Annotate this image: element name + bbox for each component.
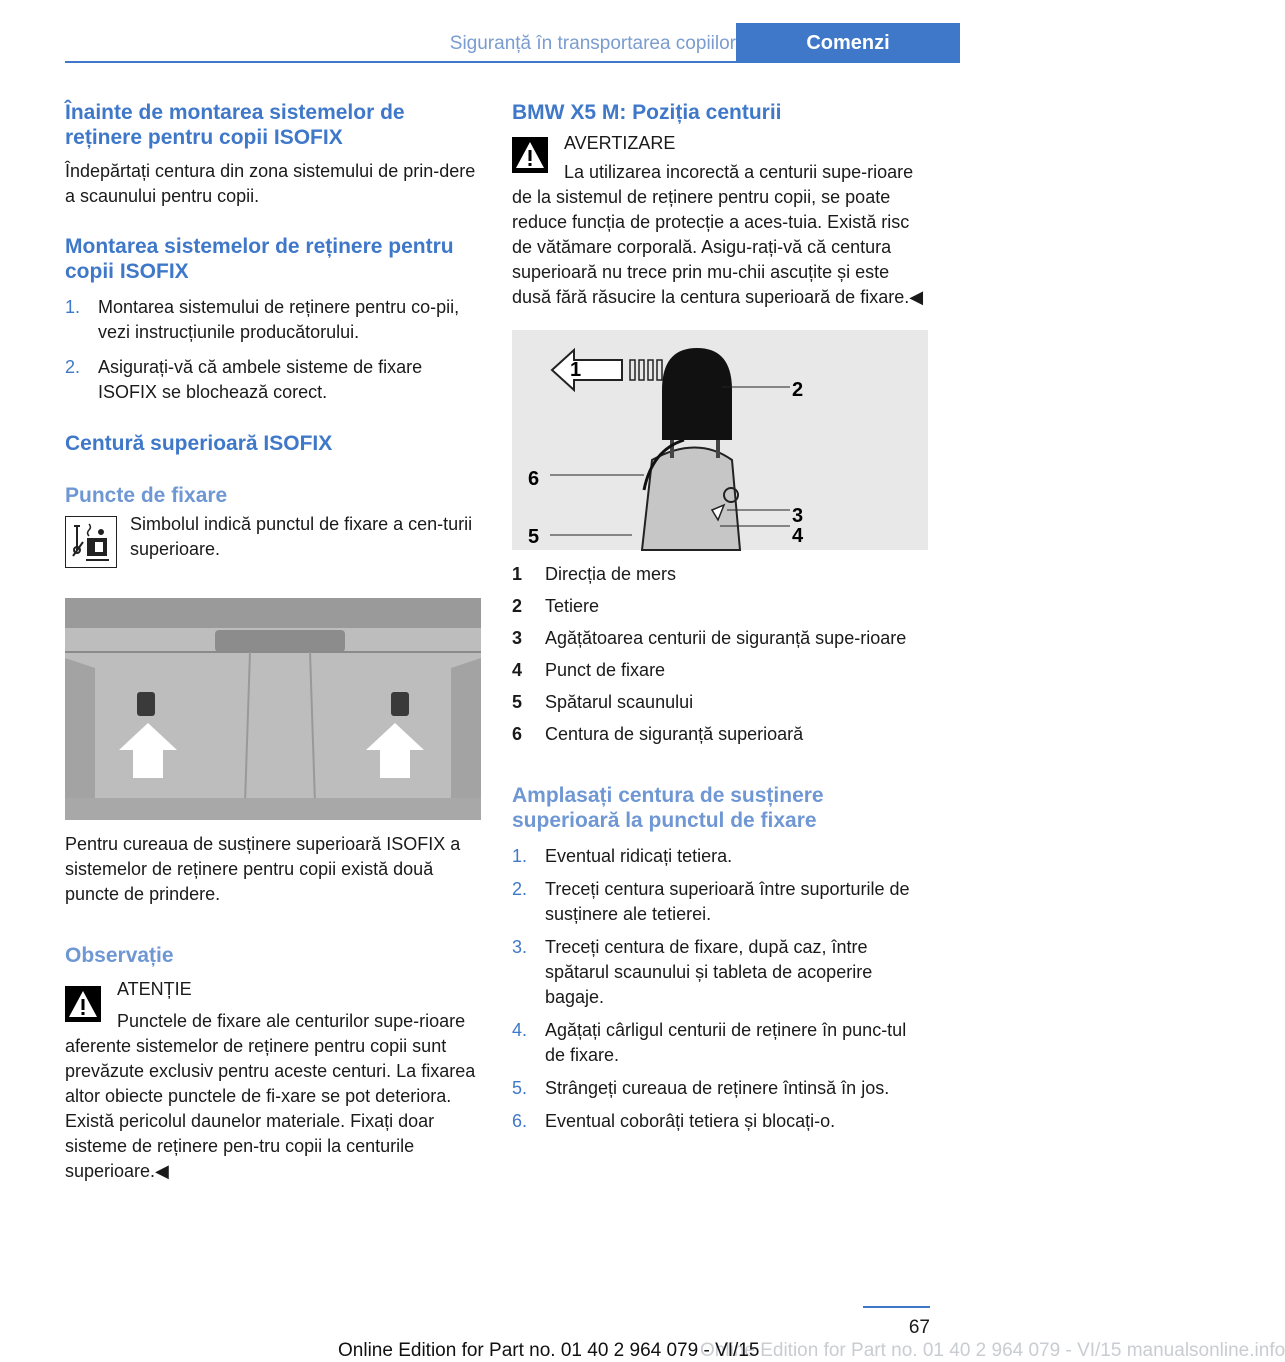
figure-label: 3 bbox=[792, 505, 804, 527]
step-number: 1. bbox=[65, 297, 81, 317]
legend-text: Centura de siguranță superioară bbox=[545, 724, 804, 744]
list-item bbox=[512, 1018, 930, 1068]
legend-text: Direcția de mers bbox=[545, 564, 677, 584]
list-item bbox=[512, 1109, 930, 1134]
step-text: Treceți centura superioară între suporturile de susținere ale tetierei. bbox=[545, 879, 910, 924]
step-number: 3. bbox=[512, 937, 528, 957]
step-text: Agățați cârligul centurii de reținere în punc‐tul de fixare. bbox=[545, 1020, 907, 1065]
page-number: 67 bbox=[908, 1317, 930, 1338]
heading-belt-position: BMW X5 M: Poziția centurii bbox=[512, 101, 782, 124]
step-text: Eventual ridicați tetiera. bbox=[545, 846, 733, 866]
note-text: Punctele de fixare ale centurilor supe‐rioare aferente sistemelor de reținere pentru copii sunt prevăzute exclusiv pentru aceste centuri. La fixarea altor obiecte punctele de fi‐xare se pot deteriora. Există pericolul daunelor materiale. Fixați doar sisteme de reținere pen‐tru copii la centurile superioare.◀ bbox=[65, 1011, 476, 1181]
list-item bbox=[512, 935, 930, 1010]
anchor-points-photo bbox=[65, 598, 481, 820]
watermark-text: Online Edition for Part no. 01 40 2 964 079 - VI/15 manualsonline.info bbox=[700, 1340, 1285, 1361]
step-number: 5. bbox=[512, 1078, 528, 1098]
list-item bbox=[512, 562, 930, 587]
step-text: Strângeți cureaua de reținere întinsă în jos. bbox=[545, 1078, 890, 1098]
legend-number: 4 bbox=[512, 660, 523, 680]
heading-anchor-points: Puncte de fixare bbox=[65, 484, 228, 507]
mounting-steps bbox=[65, 295, 481, 405]
chapter-tab: Comenzi bbox=[736, 23, 960, 63]
footer-edition: Online Edition for Part no. 01 40 2 964 079 - VI/15 bbox=[338, 1340, 760, 1361]
running-header-section: Siguranță în transportarea copiilor bbox=[449, 33, 736, 54]
list-item bbox=[65, 295, 481, 345]
step-number: 4. bbox=[512, 1020, 528, 1040]
heading-note: Observație bbox=[65, 944, 174, 967]
heading-before-mounting: Înainte de montarea sistemelor de reținere pentru copii ISOFIX bbox=[65, 101, 405, 149]
footer-rule bbox=[863, 1306, 930, 1308]
list-item bbox=[512, 877, 930, 927]
list-item bbox=[512, 1076, 930, 1101]
list-item bbox=[512, 594, 930, 619]
belt-position-diagram bbox=[512, 330, 928, 550]
symbol-block bbox=[65, 512, 481, 572]
list-item bbox=[512, 626, 930, 651]
step-number: 6. bbox=[512, 1111, 528, 1131]
list-item bbox=[512, 722, 930, 747]
legend-text: Spătarul scaunului bbox=[545, 692, 694, 712]
figure-label: 5 bbox=[528, 526, 540, 548]
left-column bbox=[65, 100, 481, 1184]
heading-top-tether: Centură superioară ISOFIX bbox=[65, 432, 333, 455]
legend-number: 2 bbox=[512, 596, 523, 616]
figure-label: 2 bbox=[792, 379, 804, 401]
legend-number: 5 bbox=[512, 692, 523, 712]
warning-triangle-icon bbox=[65, 986, 101, 1022]
paragraph-before-mounting: Îndepărtați centura din zona sistemului de prin‐dere a scaunului pentru copii. bbox=[65, 161, 476, 206]
step-number: 1. bbox=[512, 846, 528, 866]
legend-number: 3 bbox=[512, 628, 523, 648]
figure-label: 4 bbox=[792, 525, 804, 547]
figure-label: 6 bbox=[528, 468, 540, 490]
figure-legend bbox=[512, 562, 930, 747]
legend-text: Agățătoarea centurii de siguranță supe‐rioare bbox=[545, 628, 907, 648]
figure-label: 1 bbox=[570, 359, 582, 381]
heading-place-belt: Amplasați centura de susținere superioară la punctul de fixare bbox=[512, 784, 824, 832]
step-number: 2. bbox=[512, 879, 528, 899]
legend-number: 1 bbox=[512, 564, 523, 584]
warning-block bbox=[512, 131, 930, 310]
legend-text: Punct de fixare bbox=[545, 660, 666, 680]
step-number: 2. bbox=[65, 357, 81, 377]
note-block bbox=[65, 977, 481, 1184]
legend-number: 6 bbox=[512, 724, 523, 744]
legend-text: Tetiere bbox=[545, 596, 600, 616]
warning-label: AVERTIZARE bbox=[564, 133, 676, 153]
list-item bbox=[512, 658, 930, 683]
note-label: ATENȚIE bbox=[117, 979, 192, 999]
paragraph-anchor-desc: Pentru cureaua de susținere superioară ISOFIX a sistemelor de reținere pentru copii există două puncte de prindere. bbox=[65, 834, 461, 904]
warning-text: La utilizarea incorectă a centurii supe‐rioare de la sistemul de reținere pentru copii, se poate reduce funcția de protecție a aces‐tuia. Există risc de vătămare corporală. Asigu‐rați-vă că centura superioară nu trece prin mu‐chii ascuțite și este dusă fără răsucire la centura superioară de fixare.◀ bbox=[512, 162, 924, 307]
step-text: Eventual coborâți tetiera și blocați-o. bbox=[545, 1111, 836, 1131]
isofix-anchor-symbol-icon bbox=[65, 516, 117, 568]
step-text: Montarea sistemului de reținere pentru co‐pii, vezi instrucțiunile producătorului. bbox=[98, 297, 460, 342]
heading-mounting: Montarea sistemelor de reținere pentru copii ISOFIX bbox=[65, 235, 454, 283]
place-belt-steps bbox=[512, 844, 930, 1134]
symbol-description: Simbolul indică punctul de fixare a cen‐turii superioare. bbox=[130, 514, 473, 559]
list-item bbox=[65, 355, 481, 405]
header-rule bbox=[65, 61, 736, 63]
right-column bbox=[512, 100, 930, 1134]
step-text: Treceți centura de fixare, după caz, între spătarul scaunului și tableta de acoperire bagaje. bbox=[545, 937, 873, 1007]
warning-triangle-icon bbox=[512, 137, 548, 173]
list-item bbox=[512, 690, 930, 715]
list-item bbox=[512, 844, 930, 869]
step-text: Asigurați-vă că ambele sisteme de fixare ISOFIX se blochează corect. bbox=[98, 357, 423, 402]
